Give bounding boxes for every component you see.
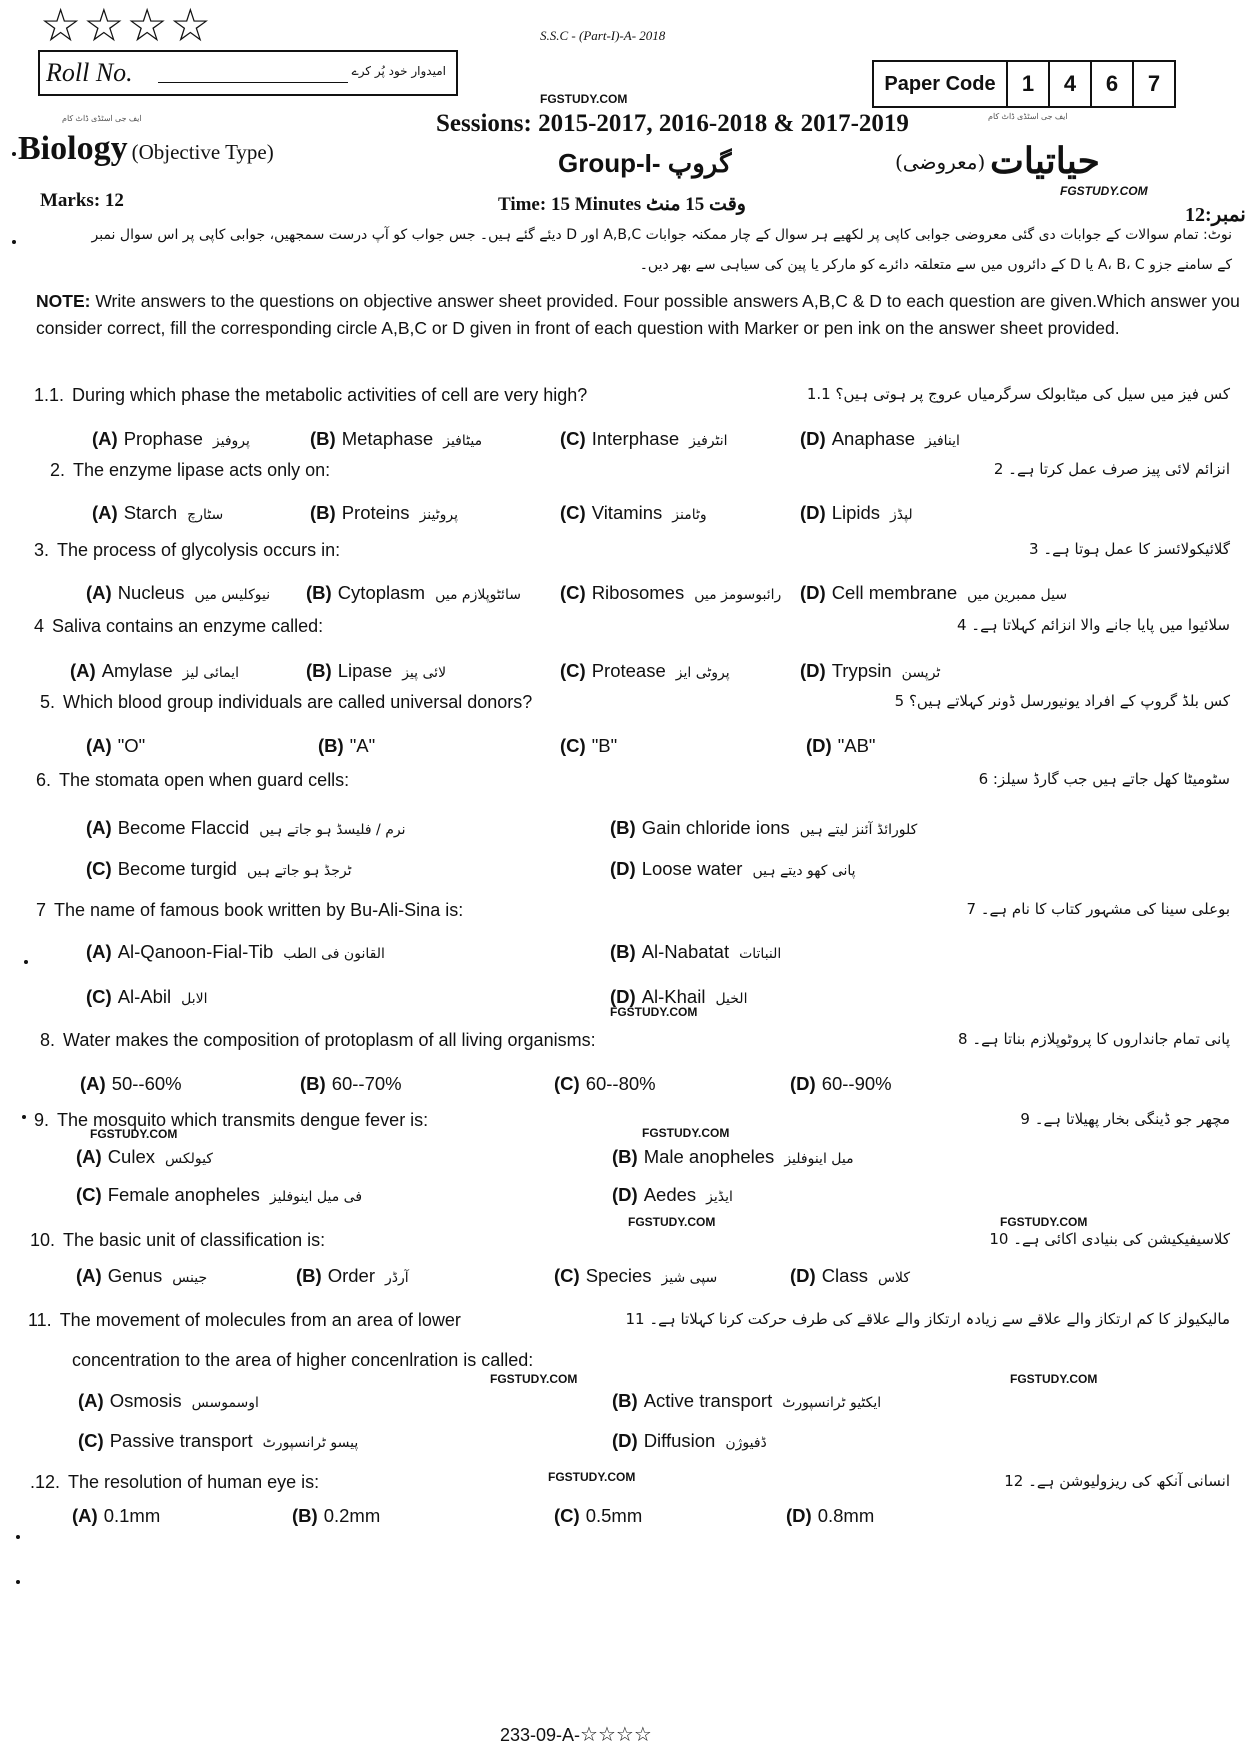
option-letter: (A) <box>92 428 118 449</box>
option-text: Al-Nabatat <box>641 941 730 962</box>
option-text: "A" <box>349 735 376 756</box>
urdu-watermark: ایف جی اسٹڈی ڈاٹ کام <box>62 114 142 123</box>
option-text: Vitamins <box>591 502 663 523</box>
question-number: 4 <box>34 616 45 636</box>
answer-option[interactable] <box>80 1073 192 1095</box>
subject-type: (Objective Type) <box>131 140 274 164</box>
answer-option[interactable] <box>560 660 730 682</box>
question-text <box>30 1230 325 1251</box>
answer-option[interactable] <box>560 502 707 524</box>
question-number: 9. <box>34 1110 50 1130</box>
option-letter: (B) <box>300 1073 326 1094</box>
option-urdu: سائٹوپلازم میں <box>435 587 521 603</box>
english-note <box>36 288 1246 342</box>
roll-no-input-line[interactable] <box>158 82 348 83</box>
answer-option[interactable] <box>610 941 781 963</box>
option-text: Male anopheles <box>643 1146 775 1167</box>
option-letter: (C) <box>560 735 586 756</box>
answer-option[interactable] <box>86 986 208 1008</box>
option-urdu: پروٹی ایز <box>675 665 730 681</box>
question-text <box>36 770 349 791</box>
option-letter: (D) <box>800 502 826 523</box>
watermark: FGSTUDY.COM <box>540 92 628 106</box>
option-urdu: پیسو ٹرانسپورٹ <box>262 1435 359 1451</box>
question-text <box>40 692 532 713</box>
answer-option[interactable] <box>306 582 521 604</box>
answer-option[interactable] <box>800 428 960 450</box>
option-letter: (D) <box>610 986 636 1007</box>
option-letter: (B) <box>292 1505 318 1526</box>
option-text: Al-Khail <box>641 986 706 1007</box>
option-text: Lipids <box>831 502 881 523</box>
scan-dot <box>16 1580 20 1584</box>
question-stem-continued: concentration to the area of higher concenlration is called: <box>72 1350 534 1370</box>
answer-option[interactable] <box>76 1184 362 1206</box>
option-text: Become turgid <box>117 858 237 879</box>
sessions: Sessions: 2015-2017, 2016-2018 & 2017-2019 <box>436 110 909 137</box>
watermark: FGSTUDY.COM <box>642 1126 730 1140</box>
option-text: Ribosomes <box>591 582 685 603</box>
option-letter: (D) <box>790 1265 816 1286</box>
answer-option[interactable] <box>72 1505 170 1527</box>
option-letter: (B) <box>310 428 336 449</box>
answer-option[interactable] <box>790 1073 902 1095</box>
option-text: Gain chloride ions <box>641 817 790 838</box>
answer-option[interactable] <box>800 502 913 524</box>
scan-dot <box>12 240 16 244</box>
option-text: Active transport <box>643 1390 773 1411</box>
question-text <box>34 616 323 637</box>
urdu-watermark: ایف جی اسٹڈی ڈاٹ کام <box>988 112 1068 121</box>
option-urdu: پانی کھو دیتے ہیں <box>752 863 856 879</box>
option-text: Metaphase <box>341 428 434 449</box>
option-letter: (D) <box>610 858 636 879</box>
option-letter: (C) <box>554 1073 580 1094</box>
question-urdu: گلائیکولائسز کا عمل ہوتا ہے۔ 3 <box>1029 540 1230 558</box>
option-text: 0.8mm <box>817 1505 875 1526</box>
option-letter: (D) <box>806 735 832 756</box>
question-urdu: کس بلڈ گروپ کے افراد یونیورسل ڈونر کہلاتے ہیں؟ 5 <box>894 692 1230 710</box>
answer-option[interactable] <box>92 502 223 524</box>
answer-option[interactable] <box>86 817 405 839</box>
question-stem: The process of glycolysis occurs in: <box>57 540 341 560</box>
question-text <box>40 1030 596 1051</box>
subject-name: Biology <box>18 130 128 167</box>
option-urdu: وٹامنز <box>672 507 707 523</box>
option-letter: (C) <box>78 1430 104 1451</box>
option-letter: (C) <box>560 502 586 523</box>
answer-option[interactable] <box>76 1146 213 1168</box>
option-text: Amylase <box>101 660 173 681</box>
answer-option[interactable] <box>92 428 250 450</box>
option-text: 50--60% <box>111 1073 182 1094</box>
option-urdu: میل اینوفلیز <box>784 1151 854 1167</box>
question-number: 1.1. <box>34 385 65 405</box>
question-urdu: مچھر جو ڈینگی بخار پھیلاتا ہے۔ 9 <box>1020 1110 1230 1128</box>
option-letter: (A) <box>86 735 112 756</box>
option-urdu: پروفیز <box>212 433 250 449</box>
option-urdu: الخیل <box>715 991 748 1007</box>
option-letter: (A) <box>78 1390 104 1411</box>
option-text: Culex <box>107 1146 155 1167</box>
option-text: Al-Abil <box>117 986 172 1007</box>
option-urdu: سٹارچ <box>187 507 224 523</box>
option-text: Prophase <box>123 428 203 449</box>
watermark: FGSTUDY.COM <box>548 1470 636 1484</box>
answer-option[interactable] <box>790 1265 910 1287</box>
option-urdu: فی میل اینوفلیز <box>269 1189 363 1205</box>
option-letter: (B) <box>610 941 636 962</box>
question-urdu: سلائیوا میں پایا جانے والا انزائم کہلاتا ہے۔ 4 <box>956 616 1230 634</box>
footer <box>500 1722 652 1746</box>
option-urdu: النباتات <box>739 946 782 962</box>
note-text: Write answers to the questions on objective answer sheet provided. Four possible answers A,B,C & D to each question are given.Which answer you consider correct, fill the corresponding circle A,B,C or D given in front of each question with Marker or pen ink on the answer sheet provided. <box>36 291 1240 338</box>
question-number: 2. <box>50 460 66 480</box>
answer-option[interactable] <box>310 502 458 524</box>
option-urdu: لائی پیز <box>402 665 447 681</box>
time-allowed: Time: 15 Minutes وقت 15 منٹ <box>498 194 746 215</box>
watermark: FGSTUDY.COM <box>490 1372 578 1386</box>
answer-option[interactable] <box>610 858 856 880</box>
question-number: 7 <box>36 900 47 920</box>
option-letter: (A) <box>76 1146 102 1167</box>
option-letter: (A) <box>80 1073 106 1094</box>
option-letter: (A) <box>72 1505 98 1526</box>
option-text: "AB" <box>837 735 876 756</box>
question-urdu: کس فیز میں سیل کی میٹابولک سرگرمیاں عروج پر ہوتی ہیں؟ 1.1 <box>806 385 1230 403</box>
option-urdu: کیولکس <box>165 1151 213 1167</box>
option-text: 60--90% <box>821 1073 892 1094</box>
roll-no-label: Roll No. <box>46 58 133 87</box>
question-stem: The basic unit of classification is: <box>63 1230 326 1250</box>
footer-code: 233-09-A- <box>500 1725 581 1745</box>
note-label: NOTE: <box>36 291 91 311</box>
paper-code-label: Paper Code <box>884 72 996 95</box>
option-text: 0.1mm <box>103 1505 161 1526</box>
paper-code-digit: 1 <box>1006 62 1048 106</box>
option-urdu: لپڈز <box>890 507 913 523</box>
option-text: Order <box>327 1265 375 1286</box>
subject-type-urdu: (معروضی) <box>895 150 986 174</box>
option-text: Anaphase <box>831 428 916 449</box>
answer-option[interactable] <box>306 660 446 682</box>
option-text: Passive transport <box>109 1430 253 1451</box>
option-text: "B" <box>591 735 618 756</box>
option-urdu: انٹرفیز <box>689 433 728 449</box>
answer-option[interactable] <box>86 858 352 880</box>
option-text: Become Flaccid <box>117 817 250 838</box>
option-text: Al-Qanoon-Fial-Tib <box>117 941 274 962</box>
question-stem: The enzyme lipase acts only on: <box>73 460 331 480</box>
group-label: Group-I- گروپ <box>558 148 732 178</box>
option-text: 60--80% <box>585 1073 656 1094</box>
option-letter: (A) <box>86 817 112 838</box>
option-text: Lipase <box>337 660 393 681</box>
option-text: 0.2mm <box>323 1505 381 1526</box>
watermark: FGSTUDY.COM <box>1060 184 1148 198</box>
footer-stars: ☆☆☆☆ <box>580 1722 652 1746</box>
question-number: 3. <box>34 540 50 560</box>
question-number: 11. <box>28 1310 52 1330</box>
option-text: Osmosis <box>109 1390 182 1411</box>
option-urdu: ایکٹیو ٹرانسپورٹ <box>782 1395 882 1411</box>
option-text: Interphase <box>591 428 680 449</box>
paper-code-digit: 7 <box>1132 62 1174 106</box>
option-letter: (C) <box>86 986 112 1007</box>
question-stem: The movement of molecules from an area of lower <box>59 1310 461 1330</box>
subject-name-urdu: حیاتیات <box>990 140 1100 182</box>
question-stem: Saliva contains an enzyme called: <box>52 616 324 636</box>
answer-option[interactable] <box>554 1073 666 1095</box>
option-urdu: میٹافیز <box>443 433 483 449</box>
scan-dot <box>16 1535 20 1539</box>
watermark: FGSTUDY.COM <box>1010 1372 1098 1386</box>
question-stem: Which blood group individuals are called universal donors? <box>63 692 533 712</box>
question-number: 6. <box>36 770 52 790</box>
paper-code-digit: 6 <box>1090 62 1132 106</box>
option-urdu: پروٹینز <box>419 507 459 523</box>
paper-code-digit: 4 <box>1048 62 1090 106</box>
question-text <box>30 1472 319 1493</box>
question-urdu: پانی تمام جانداروں کا پروٹوپلازم بناتا ہے۔ 8 <box>958 1030 1230 1048</box>
option-letter: (C) <box>560 428 586 449</box>
answer-option[interactable] <box>292 1505 390 1527</box>
option-text: Diffusion <box>643 1430 716 1451</box>
urdu-instructions-line1: نوٹ: تمام سوالات کے جوابات دی گئی معروضی جوابی کاپی پر لکھیے ہر سوال کے چار ممکنہ جوابات A,B,C اور D دیئے گئے ہیں۔ جس جواب کو آپ درست سمجھیں، جوابی کاپی پر اس سوال نمبر <box>91 227 1232 243</box>
answer-option[interactable] <box>86 582 270 604</box>
answer-option[interactable] <box>310 428 482 450</box>
watermark: FGSTUDY.COM <box>1000 1215 1088 1229</box>
question-stem: The name of famous book written by Bu-Ali-Sina is: <box>54 900 464 920</box>
option-letter: (B) <box>306 582 332 603</box>
option-text: 0.5mm <box>585 1505 643 1526</box>
question-number: 5. <box>40 692 56 712</box>
option-letter: (B) <box>610 817 636 838</box>
option-urdu: کلورائڈ آئنز لیتے ہیں <box>799 822 918 838</box>
answer-option[interactable] <box>86 735 155 757</box>
option-text: Cell membrane <box>831 582 958 603</box>
option-letter: (C) <box>86 858 112 879</box>
option-text: Female anopheles <box>107 1184 260 1205</box>
answer-option[interactable] <box>560 735 627 757</box>
option-urdu: الابل <box>181 991 208 1007</box>
question-text <box>34 385 587 406</box>
option-text: Protease <box>591 660 666 681</box>
option-letter: (A) <box>86 941 112 962</box>
option-letter: (C) <box>560 660 586 681</box>
option-urdu: جینس <box>172 1270 208 1286</box>
option-urdu: نیوکلیس میں <box>194 587 271 603</box>
question-text <box>50 460 330 481</box>
answer-option[interactable] <box>612 1184 733 1206</box>
option-letter: (D) <box>612 1184 638 1205</box>
subject-title <box>18 130 274 168</box>
option-letter: (A) <box>92 502 118 523</box>
answer-option[interactable] <box>554 1265 717 1287</box>
option-text: Nucleus <box>117 582 185 603</box>
option-urdu: اینافیز <box>925 433 960 449</box>
question-urdu: کلاسیفیکیشن کی بنیادی اکائی ہے۔ 10 <box>989 1230 1230 1248</box>
option-letter: (D) <box>800 428 826 449</box>
option-text: Starch <box>123 502 178 523</box>
answer-option[interactable] <box>76 1265 207 1287</box>
option-urdu: سیل ممبرین میں <box>967 587 1068 603</box>
option-urdu: آرڈر <box>384 1270 409 1286</box>
scan-dot <box>22 1115 26 1119</box>
option-text: Genus <box>107 1265 163 1286</box>
option-letter: (B) <box>318 735 344 756</box>
answer-option[interactable] <box>560 428 728 450</box>
question-stem: The resolution of human eye is: <box>68 1472 320 1492</box>
answer-option[interactable] <box>612 1430 767 1452</box>
option-letter: (A) <box>70 660 96 681</box>
option-letter: (D) <box>800 660 826 681</box>
marks: Marks: 12 <box>40 190 124 211</box>
answer-option[interactable] <box>806 735 886 757</box>
question-number: 8. <box>40 1030 56 1050</box>
exam-reference: S.S.C - (Part-I)-A- 2018 <box>540 28 666 43</box>
watermark: FGSTUDY.COM <box>610 1005 698 1019</box>
option-letter: (B) <box>310 502 336 523</box>
option-urdu: ٹرپسن <box>901 665 941 681</box>
answer-option[interactable] <box>86 941 385 963</box>
option-text: Class <box>821 1265 868 1286</box>
question-urdu: انسانی آنکھ کی ریزولیوشن ہے۔ 12 <box>1004 1472 1230 1490</box>
answer-option[interactable] <box>800 582 1067 604</box>
option-urdu: ٹرجڈ ہو جاتے ہیں <box>246 863 352 879</box>
question-urdu: مالیکیولز کا کم ارتکاز والے علاقے سے زیادہ ارتکاز والے علاقے کی طرف حرکت کرنا کہلاتا ہے۔ 11 <box>625 1310 1230 1328</box>
option-letter: (D) <box>612 1430 638 1451</box>
question-text <box>36 900 463 921</box>
option-urdu: نرم / فلیسڈ ہو جاتے ہیں <box>259 822 406 838</box>
answer-option[interactable] <box>800 660 940 682</box>
option-letter: (B) <box>296 1265 322 1286</box>
answer-option[interactable] <box>612 1146 854 1168</box>
question-urdu: بوعلی سینا کی مشہور کتاب کا نام ہے۔ 7 <box>966 900 1230 918</box>
answer-option[interactable] <box>554 1505 652 1527</box>
option-letter: (D) <box>786 1505 812 1526</box>
option-letter: (D) <box>790 1073 816 1094</box>
answer-option[interactable] <box>78 1390 259 1412</box>
question-number: .12. <box>30 1472 61 1492</box>
option-text: Cytoplasm <box>337 582 426 603</box>
option-urdu: کلاس <box>877 1270 911 1286</box>
option-text: Trypsin <box>831 660 892 681</box>
question-text <box>28 1310 461 1331</box>
option-urdu: اوسموسس <box>191 1395 259 1411</box>
question-text <box>34 540 340 561</box>
option-letter: (D) <box>800 582 826 603</box>
question-stem: The mosquito which transmits dengue fever is: <box>57 1110 429 1130</box>
option-urdu: رائبوسومز میں <box>694 587 782 603</box>
option-text: Aedes <box>643 1184 697 1205</box>
answer-option[interactable] <box>70 660 239 682</box>
question-urdu: سٹومیٹا کھل جاتے ہیں جب گارڈ سیلز: 6 <box>978 770 1230 788</box>
question-number: 10. <box>30 1230 56 1250</box>
scan-dot <box>24 960 28 964</box>
header-stars: ☆☆☆☆ <box>40 0 213 52</box>
question-stem: Water makes the composition of protoplasm of all living organisms: <box>63 1030 596 1050</box>
option-urdu: ڈفیوژن <box>725 1435 767 1451</box>
option-text: 60--70% <box>331 1073 402 1094</box>
watermark: FGSTUDY.COM <box>628 1215 716 1229</box>
roll-number-box <box>38 50 458 96</box>
answer-option[interactable] <box>78 1430 358 1452</box>
answer-option[interactable] <box>610 817 917 839</box>
answer-option[interactable] <box>612 1390 881 1412</box>
option-text: Proteins <box>341 502 410 523</box>
option-letter: (B) <box>306 660 332 681</box>
scan-dot <box>12 152 16 156</box>
option-letter: (C) <box>560 582 586 603</box>
option-text: Loose water <box>641 858 743 879</box>
answer-option[interactable] <box>296 1265 409 1287</box>
option-letter: (B) <box>612 1390 638 1411</box>
answer-option[interactable] <box>300 1073 412 1095</box>
question-stem: During which phase the metabolic activities of cell are very high? <box>72 385 588 405</box>
option-text: Species <box>585 1265 652 1286</box>
answer-option[interactable] <box>786 1505 884 1527</box>
option-urdu: سپی شیز <box>661 1270 718 1286</box>
option-text: "O" <box>117 735 146 756</box>
paper-code-box <box>872 60 1176 108</box>
option-letter: (C) <box>76 1184 102 1205</box>
option-letter: (C) <box>554 1265 580 1286</box>
answer-option[interactable] <box>560 582 781 604</box>
option-urdu: القانون فی الطب <box>283 946 385 962</box>
watermark: FGSTUDY.COM <box>90 1127 178 1141</box>
option-letter: (A) <box>86 582 112 603</box>
option-letter: (C) <box>554 1505 580 1526</box>
roll-no-urdu: امیدوار خود پُر کرے <box>351 64 446 78</box>
option-urdu: ایمائی لیز <box>182 665 240 681</box>
marks-urdu: نمبر:12 <box>1185 204 1246 226</box>
question-urdu: انزائم لائی پیز صرف عمل کرتا ہے۔ 2 <box>993 460 1230 478</box>
option-letter: (A) <box>76 1265 102 1286</box>
urdu-instructions-line2: کے سامنے جزو A، B، C یا D کے دائروں میں سے متعلقہ دائرے کو مارکر یا پین کی سیاہی سے بھر دیں۔ <box>639 257 1232 273</box>
question-stem: The stomata open when guard cells: <box>59 770 350 790</box>
option-letter: (B) <box>612 1146 638 1167</box>
option-urdu: ایڈیز <box>706 1189 733 1205</box>
answer-option[interactable] <box>318 735 385 757</box>
